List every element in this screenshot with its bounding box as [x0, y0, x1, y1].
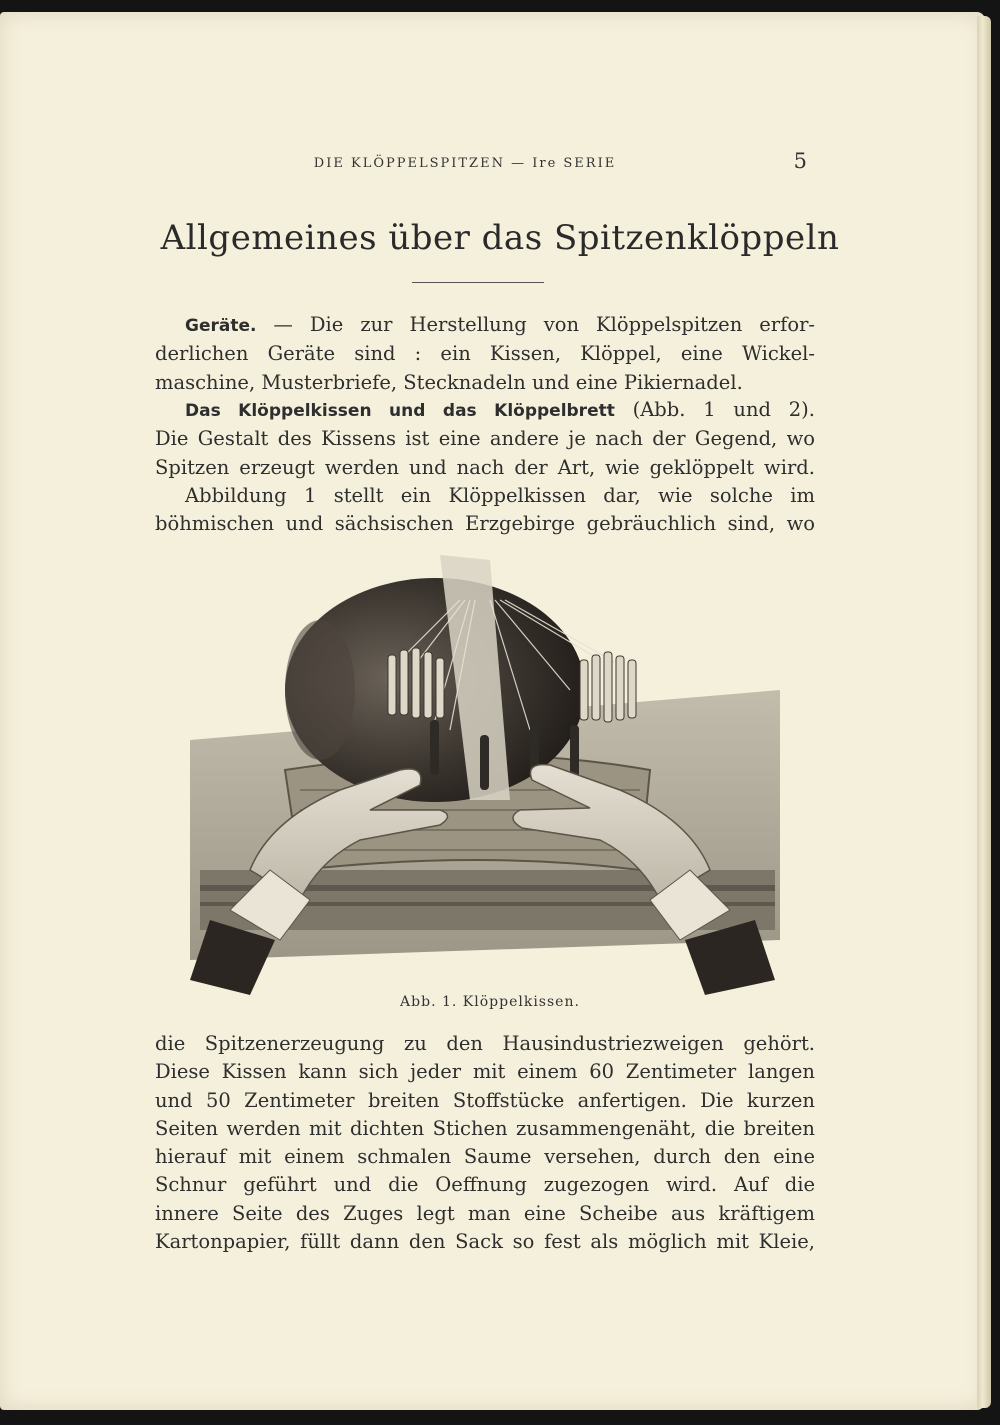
text-line: und 50 Zentimeter breiten Stoffstücke anfertigen. Die kurzen [155, 1088, 815, 1112]
text-line: hierauf mit einem schmalen Saume versehen, durch den eine [155, 1145, 815, 1169]
figure-caption: Abb. 1. Klöppelkissen. [400, 994, 580, 1010]
text-line: Kartonpapier, füllt dann den Sack so fest als möglich mit Kleie, [155, 1230, 815, 1254]
text-line: böhmischen und sächsischen Erzgebirge gebräuchlich sind, wo [155, 512, 815, 536]
text-line: Das Klöppelkissen und das Klöppelbrett (Abb. 1 und 2). [185, 398, 815, 421]
paragraph-anleitung [155, 1030, 815, 1256]
page-edge [977, 16, 991, 1408]
text-line: Abbildung 1 stellt ein Klöppelkissen dar, wie solche im [185, 483, 815, 507]
running-title: DIE KLÖPPELSPITZEN — Ire SERIE [313, 156, 617, 171]
paragraph-lead: Das Klöppelkissen und das Klöppelbrett [185, 401, 615, 421]
text-line: derlichen Geräte sind : ein Kissen, Klöppel, eine Wickel- [155, 342, 815, 366]
text-line: Geräte. — Die zur Herstellung von Klöppelspitzen erfor- [185, 313, 815, 336]
text-line: Diese Kissen kann sich jeder mit einem 60 Zentimeter langen [155, 1060, 815, 1084]
lace-pillow-illustration [190, 540, 780, 1000]
running-header [155, 149, 815, 173]
text-line: Seiten werden mit dichten Stichen zusammengenäht, die breiten [155, 1116, 815, 1140]
text-line: maschine, Musterbriefe, Stecknadeln und eine Pikiernadel. [155, 370, 743, 394]
paragraph-geraete [155, 311, 815, 397]
page-number: 5 [793, 149, 807, 173]
chapter-title: Allgemeines über das Spitzenklöppeln [160, 218, 840, 258]
text-line: die Spitzenerzeugung zu den Hausindustriezweigen gehört. [155, 1032, 815, 1055]
text-line: Spitzen erzeugt werden und nach der Art, wie geklöppelt wird. [155, 455, 815, 479]
paragraph-kissen [155, 396, 815, 538]
paragraph-lead: Geräte. [185, 316, 257, 336]
title-divider [412, 282, 544, 283]
text-line: Die Gestalt des Kissens ist eine andere je nach der Gegend, wo [155, 427, 815, 451]
text-line: Schnur geführt und die Oeffnung zugezogen wird. Auf die [155, 1173, 815, 1197]
text-line: innere Seite des Zuges legt man eine Scheibe aus kräftigem [155, 1201, 815, 1225]
